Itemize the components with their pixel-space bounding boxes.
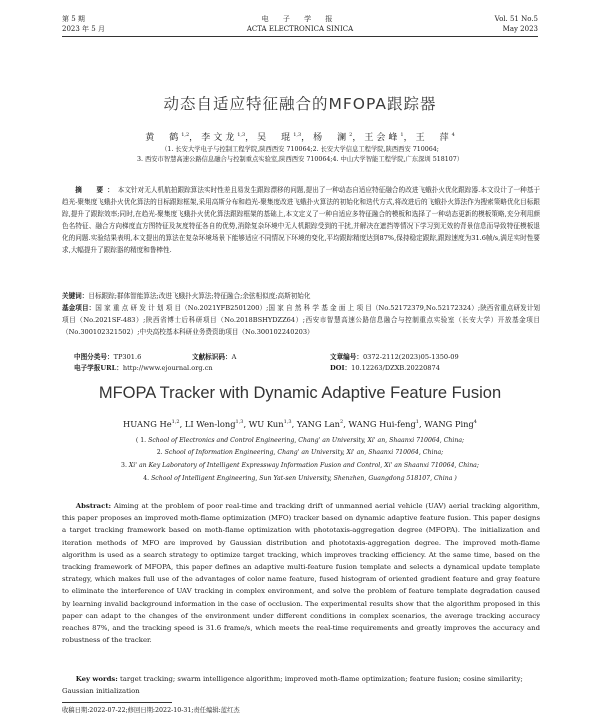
title-en: MFOPA Tracker with Dynamic Adaptive Feature Fusion: [98, 384, 502, 402]
header-right: [495, 14, 538, 34]
keywords-en: [62, 673, 540, 697]
affiliation-en-line: 3. Xi' an Key Laboratory of Intelligent Expressway Information Fusion and Control, Xi' an Shaanxi 710064, China;: [121, 462, 479, 469]
doi-link[interactable]: 10.12263/DZXB.20220874: [351, 364, 440, 372]
author-cn: 杨 澜$^2$: [313, 132, 353, 143]
affiliation-en-line: 2. School of Information Engineering, Chang' an University, Xi' an, Shaanxi 710064, China;: [156, 449, 444, 456]
author-en: WANG Hui-feng$^1$: [348, 419, 419, 429]
author-cn: 黄 鹤$^{1,2}$: [145, 132, 190, 143]
footnote-divider: [62, 702, 172, 703]
keywords-en-label: Key words:: [75, 675, 118, 683]
date-en: May 2023: [502, 25, 538, 33]
abstract-en-text: Aiming at the problem of poor real-time and tracking drift of unmanned aerial vehicle (UAV) aerial tracking algorithm, this paper proposes an improved moth-flame optimization (MFO) tracker based on dynamic adaptive feature fusion. This paper designs a target tracking framework based on moth-flame optimization with phototaxis-aggregation degree (MFOPA). The initialization and iteration methods of MFO are improved by Gaussian distribution and phototaxis-aggregation degree. The improved moth-flame algorithm is used as a search strategy to optimize target tracking, which improves tracking efficiency. At the same time, based on the tracking framework of MFOPA, this paper defines an adaptive multi-feature fusion template and selects a dynamical update template strategy, which makes full use of the advantages of color name feature, fused histogram of oriented gradient feature and gray feature to eliminate the interference of UAV tracking in complex environment, and solve the problem of feature template degradation caused by learning invalid background information in the case of occlusion. The experimental results show that the algorithm proposed in this paper can adapt to the changes of the environment under different conditions in complex scenarios, the average tracking accuracy reaches 87%, and the tracking speed is 31.6 frame/s, which meets the real-time requirements and greatly improves the accuracy and robustness of the tracker.: [62, 502, 540, 645]
affiliation-en-line: ( 1. School of Electronics and Control Engineering, Chang' an University, Xi' an, Shaanxi 710064, China;: [135, 437, 465, 444]
author-en: YANG Lan$^2$: [296, 419, 344, 429]
issue-cn: 第 5 期: [62, 15, 85, 23]
author-cn: 王 萍$^4$: [415, 132, 455, 143]
keywords-cn: [62, 290, 540, 302]
abstract-cn: [62, 184, 540, 256]
author-en: HUANG He$^{1,2}$: [123, 419, 180, 429]
journal-url-link[interactable]: http://www.ejournal.org.cn: [122, 364, 213, 372]
title-cn: 动态自适应特征融合的MFOPA跟踪器: [163, 95, 437, 113]
article-number: 文章编号：0372-2112(2023)05-1350-09: [330, 353, 459, 361]
author-cn: 王会峰$^1$: [364, 132, 404, 143]
funding-text: 国 家 重 点 研 发 计 划 项 目（No.2021YFB2501200）;国 家 自 然 科 学 基 金 面 上 项 目（No.52172379,No.52172324）;陕西省重点研发计划项目（No.2021SF-483）;陕西省博士后科研项目（No.2018BSHYDZZ64）;西安市智慧高速公路信息融合与控制重点实验室（长安大学）开放基金项目（No.300102321502）;中央高校基本科研业务费资助项目（No.300102240203）: [62, 304, 540, 336]
document-code: 文献标识码：A: [192, 353, 237, 361]
funding-label: 基金项目：: [62, 304, 96, 312]
author-en: WU Kun$^{1,3}$: [248, 419, 292, 429]
author-en: LI Wen-long$^{1,3}$: [184, 419, 244, 429]
author-cn: 吴 琨$^{1,3}$: [257, 132, 302, 143]
received-dates: 收稿日期:2022-07-22;修回日期:2022-10-31;责任编辑:蓝红杰: [62, 707, 240, 714]
abstract-cn-text: 本文针对无人机航拍跟踪算法实时性差且易发生跟踪漂移的问题,提出了一种动态自适应特征融合的改进飞蛾扑火优化跟踪器.本文设计了一种基于趋光-聚集度飞蛾扑火优化算法的目标跟踪框架,采用高斯分布和趋光-聚集度改进飞蛾扑火算法的初始化和迭代方式,将改进后的飞蛾扑火算法作为搜索策略优化目标跟踪,提升了跟踪效率;同时,在趋光-聚集度飞蛾扑火优化算法跟踪框架的基础上,本文定义了一种自适应多特征融合的模板和选择了一种动态更新的模板策略,充分利用颜色名特征、融合方向梯度直方图特征及灰度特征各自的优势,消除复杂环境中无人机跟踪受到的干扰,并解决在遮挡等情况下学习到无效的背景信息而导致特征模板退化的问题.实验结果表明,本文提出的算法在复杂环境场景下能够适应不同情况下环境的变化,平均跟踪精度达到87%,保持稳定跟踪,跟踪速度为31.6帧/s,满足实时性要求,大幅提升了跟踪器的精度和鲁棒性.: [62, 186, 540, 254]
authors-en: HUANG He$^{1,2}$, LI Wen-long$^{1,3}$, WU Kun$^{1,3}$, YANG Lan$^2$, WANG Hui-feng$^1$, WANG Ping$^4$: [123, 419, 477, 429]
affiliation-cn-line: 3. 西安市智慧高速公路信息融合与控制重点实验室,陕西西安 710064;4. 中山大学智能工程学院,广东深圳 518107）: [136, 156, 464, 163]
journal-name-en: ACTA ELECTRONICA SINICA: [246, 25, 354, 33]
author-en: WANG Ping$^4$: [424, 419, 477, 429]
keywords-cn-text: 目标跟踪;群体智能算法;改进飞蛾扑火算法;特征融合;余弦相似度;高斯初始化: [88, 292, 311, 300]
abstract-cn-label: 摘 要：: [75, 186, 118, 194]
doi: DOI：10.12263/DZXB.20220874: [330, 364, 440, 372]
funding: [62, 302, 540, 338]
keywords-cn-label: 关键词：: [62, 292, 89, 300]
authors-cn: 黄 鹤$^{1,2}$，李文龙$^{1,3}$，吴 琨$^{1,3}$，杨 澜$^2$，王会峰$^1$，王 萍$^4$: [145, 132, 455, 143]
date-cn: 2023 年 5 月: [62, 25, 105, 33]
affiliation-en-line: 4. School of Intelligent Engineering, Sun Yat-sen University, Shenzhen, Guangdong 518107, China ): [143, 475, 457, 482]
journal-url: 电子学报URL：http://www.ejournal.org.cn: [74, 364, 213, 372]
journal-name-cn: 电 子 学 报: [261, 15, 339, 23]
volume-number: Vol. 51 No.5: [494, 15, 538, 23]
author-cn: 李文龙$^{1,3}$: [201, 132, 246, 143]
abstract-en: [62, 500, 540, 646]
header-divider: [62, 36, 538, 37]
affiliation-cn-line: （1. 长安大学电子与控制工程学院,陕西西安 710064;2. 长安大学信息工程学院,陕西西安 710064;: [161, 146, 439, 153]
clc-number: 中图分类号：TP301.6: [74, 353, 142, 361]
keywords-en-text: target tracking; swarm intelligence algorithm; improved moth-flame optimization; feature fusion; cosine similarity; Gaussian initialization: [62, 675, 523, 695]
abstract-en-label: Abstract:: [75, 502, 112, 510]
